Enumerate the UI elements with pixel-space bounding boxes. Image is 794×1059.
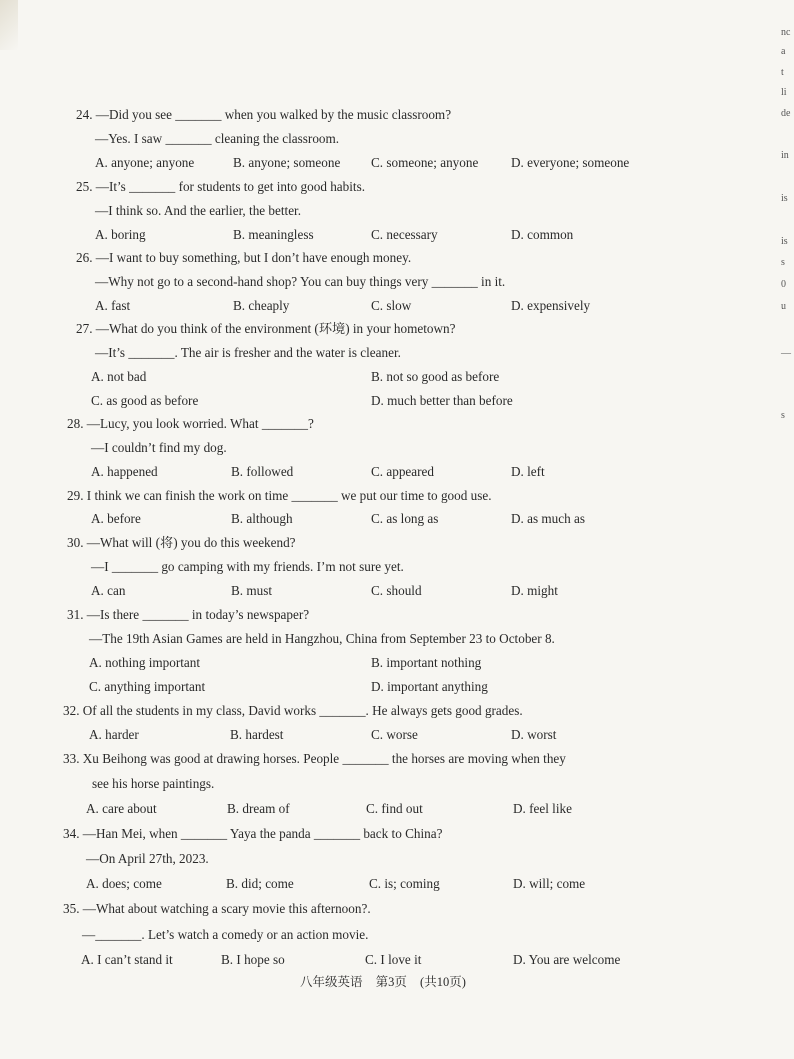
- question-27-reply: —It’s _______. The air is fresher and the water is cleaner.: [95, 345, 401, 360]
- question-24-option-c: C. someone; anyone: [371, 155, 479, 170]
- edge-fragment: u: [781, 301, 786, 312]
- footer-page-number: 第3页: [375, 975, 407, 989]
- page-footer: [300, 972, 476, 990]
- edge-fragment: s: [781, 257, 785, 268]
- edge-fragment: in: [781, 150, 789, 161]
- question-30-option-b: B. must: [231, 583, 273, 598]
- question-32-option-d: D. worst: [511, 727, 557, 742]
- question-30-option-d: D. might: [511, 583, 558, 598]
- question-29-option-c: C. as long as: [371, 511, 439, 526]
- paper-scuff: [0, 0, 18, 50]
- question-33-option-b: B. dream of: [227, 801, 290, 816]
- question-24-option-b: B. anyone; someone: [233, 155, 341, 170]
- question-35-reply: —_______. Let’s watch a comedy or an action movie.: [82, 927, 369, 942]
- question-35-option-a: A. I can’t stand it: [81, 952, 173, 967]
- question-33-option-d: D. feel like: [513, 801, 572, 816]
- edge-fragment: —: [781, 348, 791, 359]
- question-29-option-b: B. although: [231, 511, 293, 526]
- question-28-option-b: B. followed: [231, 464, 294, 479]
- question-28-option-a: A. happened: [91, 464, 158, 479]
- question-26-reply: —Why not go to a second-hand shop? You can buy things very _______ in it.: [95, 274, 506, 289]
- question-31-reply: —The 19th Asian Games are held in Hangzhou, China from September 23 to October 8.: [89, 631, 555, 646]
- edge-fragment: is: [781, 236, 788, 247]
- question-27-stem: 27. —What do you think of the environment (环境) in your hometown?: [76, 321, 456, 336]
- footer-grade-subject: 八年级英语: [300, 975, 363, 989]
- question-27-option-a: A. not bad: [91, 369, 147, 384]
- question-25-option-d: D. common: [511, 227, 574, 242]
- question-27-option-d: D. much better than before: [371, 393, 513, 408]
- question-24-option-d: D. everyone; someone: [511, 155, 630, 170]
- question-32-option-b: B. hardest: [230, 727, 284, 742]
- edge-fragment: nc: [781, 27, 791, 38]
- question-33-option-a: A. care about: [86, 801, 157, 816]
- question-31-option-c: C. anything important: [89, 679, 206, 694]
- question-33-option-c: C. find out: [366, 801, 423, 816]
- question-30-option-a: A. can: [91, 583, 126, 598]
- question-25-option-c: C. necessary: [371, 227, 438, 242]
- question-27-option-b: B. not so good as before: [371, 369, 500, 384]
- question-34-option-d: D. will; come: [513, 876, 586, 891]
- question-30-option-c: C. should: [371, 583, 422, 598]
- question-25-reply: —I think so. And the earlier, the better.: [95, 203, 302, 218]
- question-32-option-c: C. worse: [371, 727, 418, 742]
- question-34-option-b: B. did; come: [226, 876, 294, 891]
- question-32-stem: 32. Of all the students in my class, David works _______. He always gets good grades.: [63, 703, 523, 718]
- question-33-stem-continued: see his horse paintings.: [92, 776, 215, 791]
- question-25-stem: 25. —It’s _______ for students to get into good habits.: [76, 179, 366, 194]
- question-26-option-b: B. cheaply: [233, 298, 290, 313]
- edge-fragment: a: [781, 46, 786, 57]
- question-34-stem: 34. —Han Mei, when _______ Yaya the panda _______ back to China?: [63, 826, 443, 841]
- question-33-stem: 33. Xu Beihong was good at drawing horses. People _______ the horses are moving when they: [63, 751, 566, 766]
- question-34-reply: —On April 27th, 2023.: [86, 851, 209, 866]
- question-35-option-c: C. I love it: [365, 952, 422, 967]
- question-28-option-c: C. appeared: [371, 464, 434, 479]
- question-30-stem: 30. —What will (将) you do this weekend?: [67, 535, 296, 550]
- question-31-option-b: B. important nothing: [371, 655, 482, 670]
- question-24-stem: 24. —Did you see _______ when you walked by the music classroom?: [76, 107, 452, 122]
- question-34-option-c: C. is; coming: [369, 876, 440, 891]
- question-31-option-a: A. nothing important: [89, 655, 200, 670]
- question-35-stem: 35. —What about watching a scary movie this afternoon?.: [63, 901, 371, 916]
- edge-fragment: is: [781, 193, 788, 204]
- question-29-option-d: D. as much as: [511, 511, 585, 526]
- question-29-stem: 29. I think we can finish the work on time _______ we put our time to good use.: [67, 488, 492, 503]
- question-34-option-a: A. does; come: [86, 876, 162, 891]
- question-27-option-c: C. as good as before: [91, 393, 199, 408]
- question-31-stem: 31. —Is there _______ in today’s newspaper?: [67, 607, 310, 622]
- footer-total-pages: (共10页): [420, 975, 466, 989]
- question-25-option-b: B. meaningless: [233, 227, 314, 242]
- question-26-stem: 26. —I want to buy something, but I don’t have enough money.: [76, 250, 412, 265]
- question-28-reply: —I couldn’t find my dog.: [91, 440, 227, 455]
- edge-fragment: t: [781, 67, 784, 78]
- question-24-reply: —Yes. I saw _______ cleaning the classroom.: [95, 131, 340, 146]
- question-28-stem: 28. —Lucy, you look worried. What _______?: [67, 416, 314, 431]
- question-28-option-d: D. left: [511, 464, 545, 479]
- question-26-option-a: A. fast: [95, 298, 131, 313]
- question-29-option-a: A. before: [91, 511, 141, 526]
- question-35-option-b: B. I hope so: [221, 952, 285, 967]
- edge-fragment: s: [781, 410, 785, 421]
- question-25-option-a: A. boring: [95, 227, 146, 242]
- question-31-option-d: D. important anything: [371, 679, 488, 694]
- question-26-option-c: C. slow: [371, 298, 412, 313]
- question-32-option-a: A. harder: [89, 727, 139, 742]
- question-35-option-d: D. You are welcome: [513, 952, 621, 967]
- edge-fragment: de: [781, 108, 791, 119]
- edge-fragment: 0: [781, 279, 786, 290]
- question-30-reply: —I _______ go camping with my friends. I’m not sure yet.: [91, 559, 404, 574]
- edge-fragment: li: [781, 87, 787, 98]
- question-24-option-a: A. anyone; anyone: [95, 155, 195, 170]
- question-26-option-d: D. expensively: [511, 298, 591, 313]
